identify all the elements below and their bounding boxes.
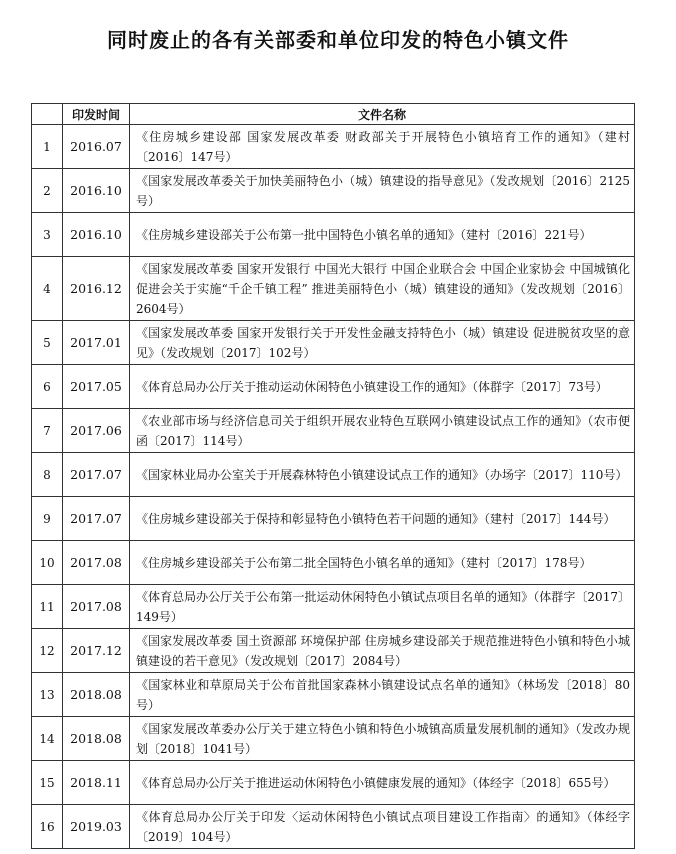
row-number: 15	[32, 761, 63, 805]
table-row	[32, 761, 635, 805]
table-row	[32, 321, 635, 365]
table-row	[32, 365, 635, 409]
table-row	[32, 169, 635, 213]
row-date: 2017.08	[63, 585, 130, 629]
row-date: 2016.10	[63, 169, 130, 213]
row-number: 8	[32, 453, 63, 497]
row-document-name: 《住房城乡建设部关于保持和彰显特色小镇特色若干问题的通知》（建村〔2017〕144号）	[130, 497, 635, 541]
row-document-name: 《住房城乡建设部关于公布第二批全国特色小镇名单的通知》（建村〔2017〕178号）	[130, 541, 635, 585]
row-number: 9	[32, 497, 63, 541]
row-number: 14	[32, 717, 63, 761]
row-number: 13	[32, 673, 63, 717]
row-date: 2017.07	[63, 453, 130, 497]
table-row	[32, 541, 635, 585]
table-row	[32, 213, 635, 257]
row-date: 2017.07	[63, 497, 130, 541]
documents-table	[31, 103, 635, 849]
row-document-name: 《体育总局办公厅关于公布第一批运动休闲特色小镇试点项目名单的通知》（体群字〔2017〕149号）	[130, 585, 635, 629]
row-date: 2019.03	[63, 805, 130, 849]
row-date: 2017.08	[63, 541, 130, 585]
row-date: 2017.06	[63, 409, 130, 453]
row-number: 7	[32, 409, 63, 453]
row-document-name: 《农业部市场与经济信息司关于组织开展农业特色互联网小镇建设试点工作的通知》（农市便函〔2017〕114号）	[130, 409, 635, 453]
row-date: 2016.10	[63, 213, 130, 257]
row-document-name: 《国家林业和草原局关于公布首批国家森林小镇建设试点名单的通知》（林场发〔2018〕80号）	[130, 673, 635, 717]
header-number	[32, 104, 63, 125]
page-title: 同时废止的各有关部委和单位印发的特色小镇文件	[107, 28, 569, 52]
row-document-name: 《国家发展改革委 国家开发银行关于开发性金融支持特色小（城）镇建设 促进脱贫攻坚的意见》（发改规划〔2017〕102号）	[130, 321, 635, 365]
row-document-name: 《体育总局办公厅关于推进运动休闲特色小镇健康发展的通知》（体经字〔2018〕655号）	[130, 761, 635, 805]
table-row	[32, 585, 635, 629]
row-date: 2016.07	[63, 125, 130, 169]
row-number: 10	[32, 541, 63, 585]
header-date: 印发时间	[63, 104, 130, 125]
table-row	[32, 125, 635, 169]
row-number: 16	[32, 805, 63, 849]
row-number: 12	[32, 629, 63, 673]
row-date: 2017.12	[63, 629, 130, 673]
row-number: 2	[32, 169, 63, 213]
row-document-name: 《住房城乡建设部 国家发展改革委 财政部关于开展特色小镇培育工作的通知》（建村〔2016〕147号）	[130, 125, 635, 169]
row-date: 2018.11	[63, 761, 130, 805]
table-row	[32, 673, 635, 717]
row-date: 2017.05	[63, 365, 130, 409]
row-date: 2017.01	[63, 321, 130, 365]
table-row	[32, 453, 635, 497]
table-row	[32, 805, 635, 849]
table-row	[32, 409, 635, 453]
row-date: 2016.12	[63, 257, 130, 321]
table-row	[32, 497, 635, 541]
row-document-name: 《国家发展改革委关于加快美丽特色小（城）镇建设的指导意见》（发改规划〔2016〕2125号）	[130, 169, 635, 213]
row-document-name: 《国家发展改革委 国家开发银行 中国光大银行 中国企业联合会 中国企业家协会 中国城镇化促进会关于实施“千企千镇工程” 推进美丽特色小（城）镇建设的通知》（发改规划〔2016〕2604号）	[130, 257, 635, 321]
row-number: 5	[32, 321, 63, 365]
row-number: 1	[32, 125, 63, 169]
row-number: 3	[32, 213, 63, 257]
row-document-name: 《国家发展改革委办公厅关于建立特色小镇和特色小城镇高质量发展机制的通知》（发改办规划〔2018〕1041号）	[130, 717, 635, 761]
row-date: 2018.08	[63, 673, 130, 717]
row-document-name: 《体育总局办公厅关于推动运动休闲特色小镇建设工作的通知》（体群字〔2017〕73号）	[130, 365, 635, 409]
row-number: 6	[32, 365, 63, 409]
row-document-name: 《体育总局办公厅关于印发〈运动休闲特色小镇试点项目建设工作指南〉的通知》（体经字〔2019〕104号）	[130, 805, 635, 849]
row-number: 11	[32, 585, 63, 629]
table-header-row	[32, 104, 635, 125]
header-document-name: 文件名称	[130, 104, 635, 125]
table-row	[32, 257, 635, 321]
row-number: 4	[32, 257, 63, 321]
row-date: 2018.08	[63, 717, 130, 761]
table-row	[32, 717, 635, 761]
table-row	[32, 629, 635, 673]
row-document-name: 《住房城乡建设部关于公布第一批中国特色小镇名单的通知》（建村〔2016〕221号）	[130, 213, 635, 257]
row-document-name: 《国家发展改革委 国土资源部 环境保护部 住房城乡建设部关于规范推进特色小镇和特色小城镇建设的若干意见》（发改规划〔2017〕2084号）	[130, 629, 635, 673]
row-document-name: 《国家林业局办公室关于开展森林特色小镇建设试点工作的通知》（办场字〔2017〕110号）	[130, 453, 635, 497]
